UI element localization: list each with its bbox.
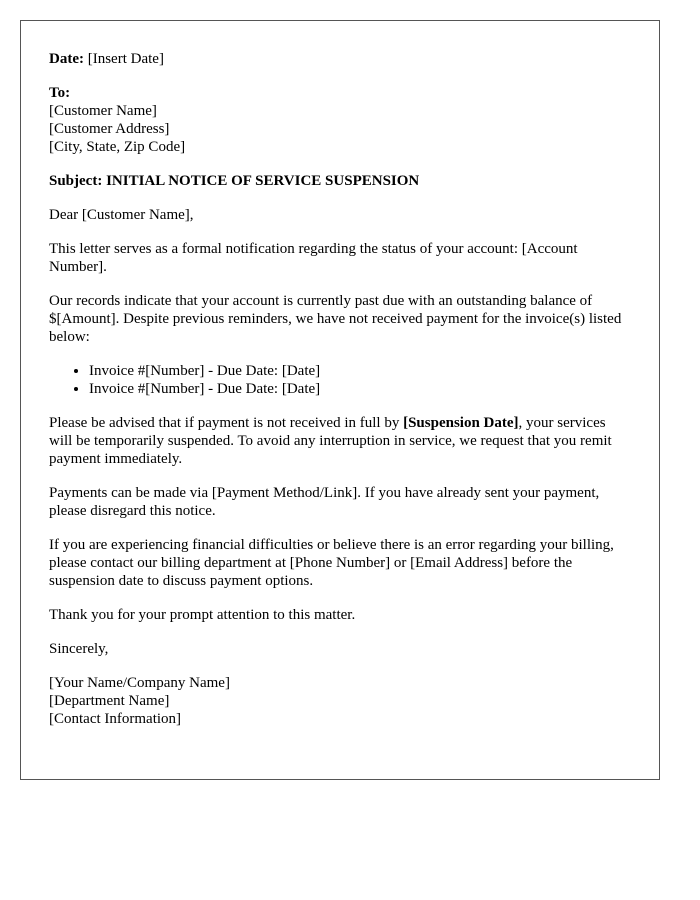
recipient-block bbox=[49, 84, 631, 156]
invoice-item: • Invoice #[Number] - Due Date: [Date] bbox=[89, 362, 631, 380]
to-label: To: bbox=[49, 85, 71, 101]
paragraph-payment-methods: Payments can be made via [Payment Method/Link]. If you have already sent your payment, please disregard this notice. bbox=[49, 485, 600, 519]
invoice-item: • Invoice #[Number] - Due Date: [Date] bbox=[89, 380, 631, 398]
signature-block bbox=[49, 674, 631, 728]
invoice-list bbox=[49, 362, 631, 398]
recipient-address: [Customer Address] bbox=[49, 121, 170, 137]
signature-department: [Department Name] bbox=[49, 693, 170, 709]
salutation: Dear [Customer Name], bbox=[49, 207, 194, 223]
paragraph-past-due: Our records indicate that your account is currently past due with an outstanding balance of $[Amount]. Despite previous reminders, we have not received payment for the invoice(s) listed below: bbox=[49, 293, 622, 345]
date-label: Date: bbox=[49, 51, 84, 67]
closing: Sincerely, bbox=[49, 641, 109, 657]
suspension-text-before: Please be advised that if payment is not received in full by bbox=[49, 415, 404, 431]
paragraph-account-status: This letter serves as a formal notification regarding the status of your account: [Account Number]. bbox=[49, 241, 578, 275]
recipient-name: [Customer Name] bbox=[49, 103, 157, 119]
date-value: [Insert Date] bbox=[87, 51, 164, 67]
paragraph-suspension-warning bbox=[49, 414, 631, 468]
date-line bbox=[49, 50, 631, 68]
signature-contact: [Contact Information] bbox=[49, 711, 182, 727]
paragraph-contact-billing: If you are experiencing financial difficulties or believe there is an error regarding your billing, please contact our billing department at [Phone Number] or [Email Address] before the suspension date to discuss payment options. bbox=[49, 537, 614, 589]
subject-line bbox=[49, 172, 631, 190]
letter bbox=[20, 20, 660, 780]
recipient-city-state-zip: [City, State, Zip Code] bbox=[49, 139, 186, 155]
signature-name: [Your Name/Company Name] bbox=[49, 675, 230, 691]
suspension-date: [Suspension Date] bbox=[403, 415, 519, 431]
subject-label: Subject: bbox=[49, 173, 103, 189]
paragraph-thank-you: Thank you for your prompt attention to this matter. bbox=[49, 607, 356, 623]
subject-value: INITIAL NOTICE OF SERVICE SUSPENSION bbox=[106, 173, 420, 189]
suspension-text-after: , your services will be temporarily suspended. To avoid any interruption in service, we request that you remit payment immediately. bbox=[49, 415, 612, 467]
